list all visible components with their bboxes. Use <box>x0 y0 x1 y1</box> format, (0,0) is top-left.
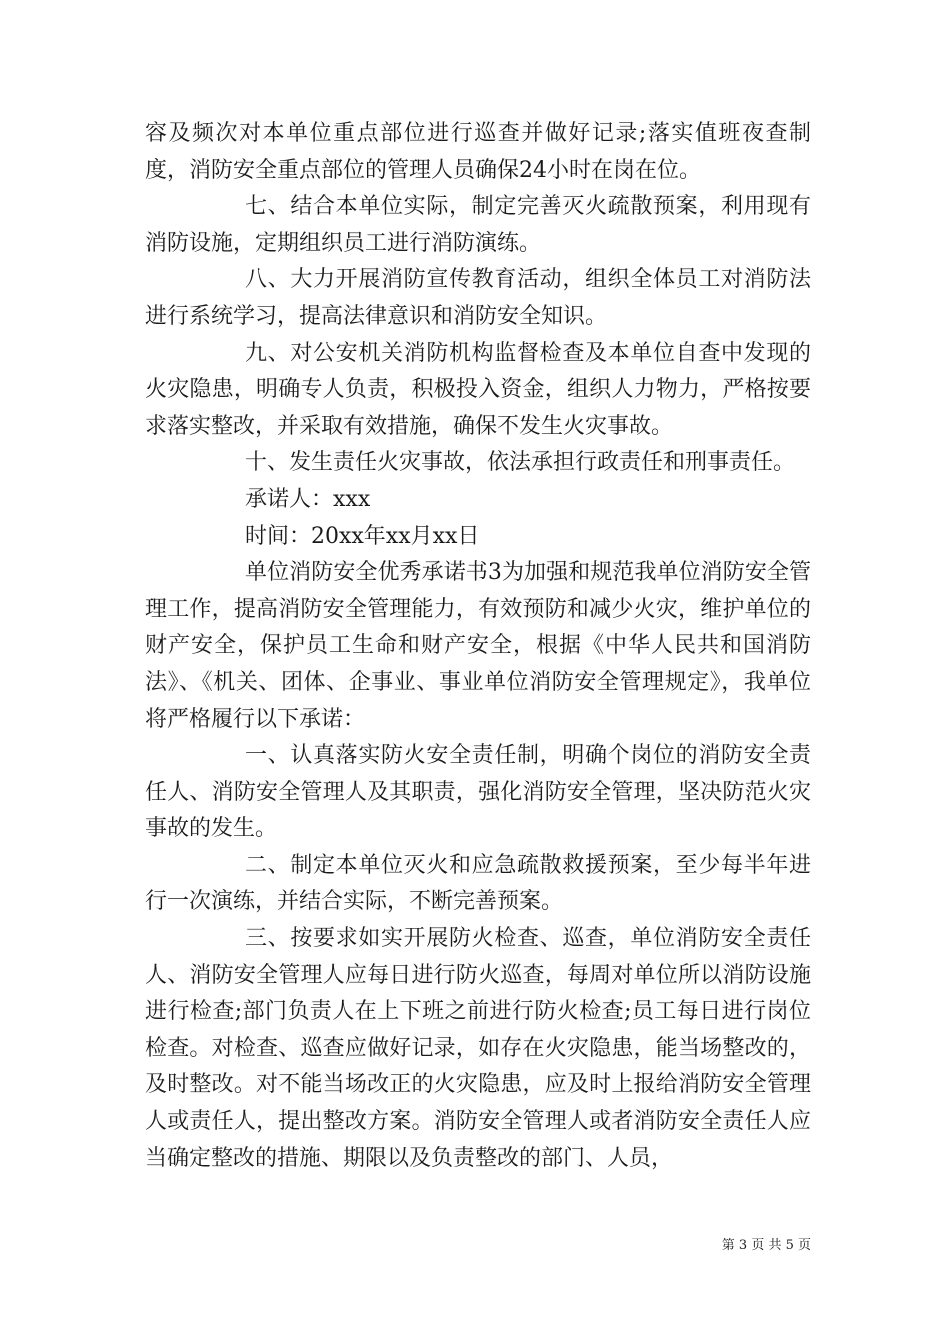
promisor-line: 承诺人：xxx <box>245 486 371 512</box>
paragraph-item-3: 三、按要求如实开展防火检查、巡查，单位消防安全责任人、消防安全管理人应每日进行防火巡查，每周对单位所以消防设施进行检查;部门负责人在上下班之前进行防火检查;员工每日进行岗位检查。对检查、巡查应做好记录，如存在火灾隐患，能当场整改的，及时整改。对不能当场改正的火灾隐患，应及时上报给消防安全管理人或责任人，提出整改方案。消防安全管理人或者消防安全责任人应当确定整改的措施、期限以及负责整改的部门、人员， <box>145 926 811 1171</box>
page-number-footer: 第 3 页 共 5 页 <box>721 1238 811 1253</box>
paragraph-item-2: 二、制定本单位灭火和应急疏散救援预案，至少每半年进行一次演练，并结合实际，不断完善预案。 <box>145 852 811 915</box>
paragraph-item-9: 九、对公安机关消防机构监督检查及本单位自查中发现的火灾隐患，明确专人负责，积极投入资金，组织人力物力，严格按要求落实整改，并采取有效措施，确保不发生火灾事故。 <box>145 340 811 439</box>
paragraph-item-1: 一、认真落实防火安全责任制，明确个岗位的消防安全责任人、消防安全管理人及其职责，强化消防安全管理，坚决防范火灾事故的发生。 <box>145 743 811 842</box>
paragraph-intro-3: 单位消防安全优秀承诺书3为加强和规范我单位消防安全管理工作，提高消防安全管理能力，有效预防和减少火灾，维护单位的财产安全，保护员工生命和财产安全，根据《中华人民共和国消防法》、《机关、团体、企事业、事业单位消防安全管理规定》，我单位将严格履行以下承诺： <box>145 560 811 732</box>
document-body <box>145 116 811 1177</box>
paragraph-item-10: 十、发生责任火灾事故，依法承担行政责任和刑事责任。 <box>245 450 796 476</box>
paragraph-continuation: 容及频次对本单位重点部位进行巡查并做好记录;落实值班夜查制度，消防安全重点部位的管理人员确保24小时在岗在位。 <box>145 121 811 183</box>
paragraph-item-8: 八、大力开展消防宣传教育活动，组织全体员工对消防法进行系统学习，提高法律意识和消防安全知识。 <box>145 267 811 329</box>
paragraph-item-7: 七、结合本单位实际，制定完善灭火疏散预案，利用现有消防设施，定期组织员工进行消防演练。 <box>145 194 811 256</box>
date-line: 时间：20xx年xx月xx日 <box>245 523 480 549</box>
